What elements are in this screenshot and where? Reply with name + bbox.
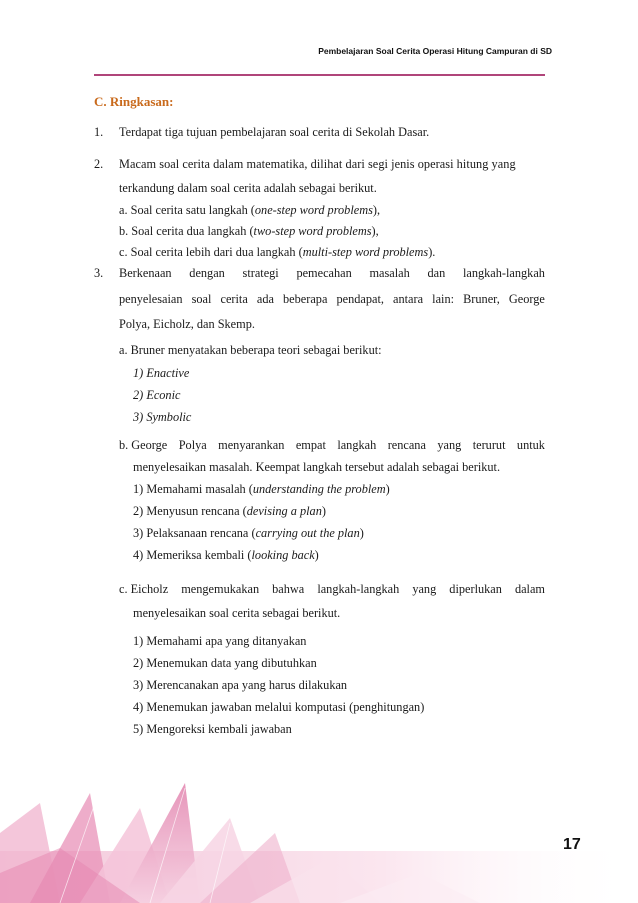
w: George — [508, 292, 545, 306]
w: b. George — [119, 438, 168, 452]
item-3-line-2 — [119, 292, 545, 307]
w: c. Eicholz — [119, 582, 169, 596]
w: dan — [427, 266, 446, 280]
polya-step-1-pre: 1) Memahami masalah ( — [133, 482, 253, 496]
polya-step-2 — [133, 504, 326, 519]
w: Bruner, — [463, 292, 500, 306]
polya-step-2-em: devising a plan — [246, 504, 322, 518]
w: cerita — [220, 292, 248, 306]
polya-step-1 — [133, 482, 390, 497]
item-3-line-1 — [119, 266, 545, 281]
polya-step-3-pre: 3) Pelaksanaan rencana ( — [133, 526, 256, 540]
eicholz-line-2: menyelesaikan soal cerita sebagai berikut. — [133, 606, 341, 620]
polya-line-2: menyelesaikan masalah. Keempat langkah tersebut adalah sebagai berikut. — [133, 460, 501, 474]
polya-step-4-em: looking back — [251, 548, 315, 562]
w: pemecahan — [296, 266, 352, 280]
item-2-c — [119, 245, 435, 260]
eicholz-step-3: 3) Merencanakan apa yang harus dilakukan — [133, 678, 348, 692]
w: terurut — [472, 438, 506, 452]
item-3-number: 3. — [94, 266, 104, 280]
w: empat — [295, 438, 326, 452]
item-1-text: Terdapat tiga tujuan pembelajaran soal cerita di Sekolah Dasar. — [119, 125, 430, 139]
item-2-a-pre: a. Soal cerita satu langkah ( — [119, 203, 255, 217]
item-2-c-em: multi-step word problems — [302, 245, 429, 259]
bruner-item-1: 1) Enactive — [133, 366, 190, 380]
w: Berkenaan — [119, 266, 172, 280]
polya-step-3-em: carrying out the plan — [255, 526, 360, 540]
polya-step-2-pre: 2) Menyusun rencana ( — [133, 504, 247, 518]
item-2-b-pre: b. Soal cerita dua langkah ( — [119, 224, 254, 238]
w: rencana — [387, 438, 426, 452]
polya-step-4 — [133, 548, 319, 563]
w: ada — [256, 292, 274, 306]
polya-step-1-em: understanding the problem — [252, 482, 386, 496]
header-rule — [94, 74, 545, 76]
w: bahwa — [272, 582, 305, 596]
w: langkah-langkah — [317, 582, 400, 596]
eicholz-step-4: 4) Menemukan jawaban melalui komputasi (penghitungan) — [133, 700, 425, 714]
w: beberapa — [283, 292, 328, 306]
w: lain: — [432, 292, 455, 306]
eicholz-step-2: 2) Menemukan data yang dibutuhkan — [133, 656, 317, 670]
polya-step-3 — [133, 526, 364, 541]
polya-step-2-post: ) — [321, 504, 326, 518]
w: masalah — [369, 266, 410, 280]
eicholz-step-1: 1) Memahami apa yang ditanyakan — [133, 634, 307, 648]
polya-step-3-post: ) — [359, 526, 364, 540]
item-2-b — [119, 224, 379, 239]
footer-decoration-graphic — [0, 773, 638, 903]
w: dengan — [189, 266, 225, 280]
eicholz-step-5: 5) Mengoreksi kembali jawaban — [133, 722, 292, 736]
item-2-c-post: ). — [428, 245, 436, 259]
w: untuk — [516, 438, 545, 452]
item-2-c-pre: c. Soal cerita lebih dari dua langkah ( — [119, 245, 303, 259]
polya-step-4-pre: 4) Memeriksa kembali ( — [133, 548, 252, 562]
w: dalam — [514, 582, 545, 596]
running-header: Pembelajaran Soal Cerita Operasi Hitung Campuran di SD — [318, 46, 552, 56]
item-1-number: 1. — [94, 125, 104, 139]
polya-line-1 — [119, 438, 545, 453]
w: langkah-langkah — [462, 266, 545, 280]
eicholz-line-1 — [119, 582, 545, 597]
item-2-b-em: two-step word problems — [253, 224, 372, 238]
w: penyelesaian — [119, 292, 183, 306]
w: langkah — [337, 438, 377, 452]
item-2-line-1: Macam soal cerita dalam matematika, dilihat dari segi jenis operasi hitung yang — [119, 157, 516, 171]
item-2-a-em: one-step word problems — [254, 203, 373, 217]
w: pendapat, — [336, 292, 384, 306]
item-3-line-3: Polya, Eicholz, dan Skemp. — [119, 317, 255, 331]
w: yang — [437, 438, 462, 452]
w: menyarankan — [218, 438, 285, 452]
w: strategi — [242, 266, 279, 280]
w: yang — [412, 582, 437, 596]
item-2-line-2: terkandung dalam soal cerita adalah sebagai berikut. — [119, 181, 377, 195]
polya-step-4-post: ) — [314, 548, 319, 562]
polya-step-1-post: ) — [385, 482, 390, 496]
page-number: 17 — [563, 836, 581, 853]
w: diperlukan — [449, 582, 502, 596]
section-title: C. Ringkasan: — [94, 94, 174, 109]
w: soal — [191, 292, 212, 306]
w: antara — [393, 292, 424, 306]
bruner-title: a. Bruner menyatakan beberapa teori sebagai berikut: — [119, 343, 382, 357]
item-2-b-post: ), — [371, 224, 379, 238]
w: Polya — [178, 438, 207, 452]
item-2-number: 2. — [94, 157, 104, 171]
item-2-a-post: ), — [372, 203, 381, 217]
w: mengemukakan — [181, 582, 260, 596]
bruner-item-2: 2) Econic — [133, 388, 181, 402]
item-2-a — [119, 203, 380, 218]
bruner-item-3: 3) Symbolic — [133, 410, 192, 424]
